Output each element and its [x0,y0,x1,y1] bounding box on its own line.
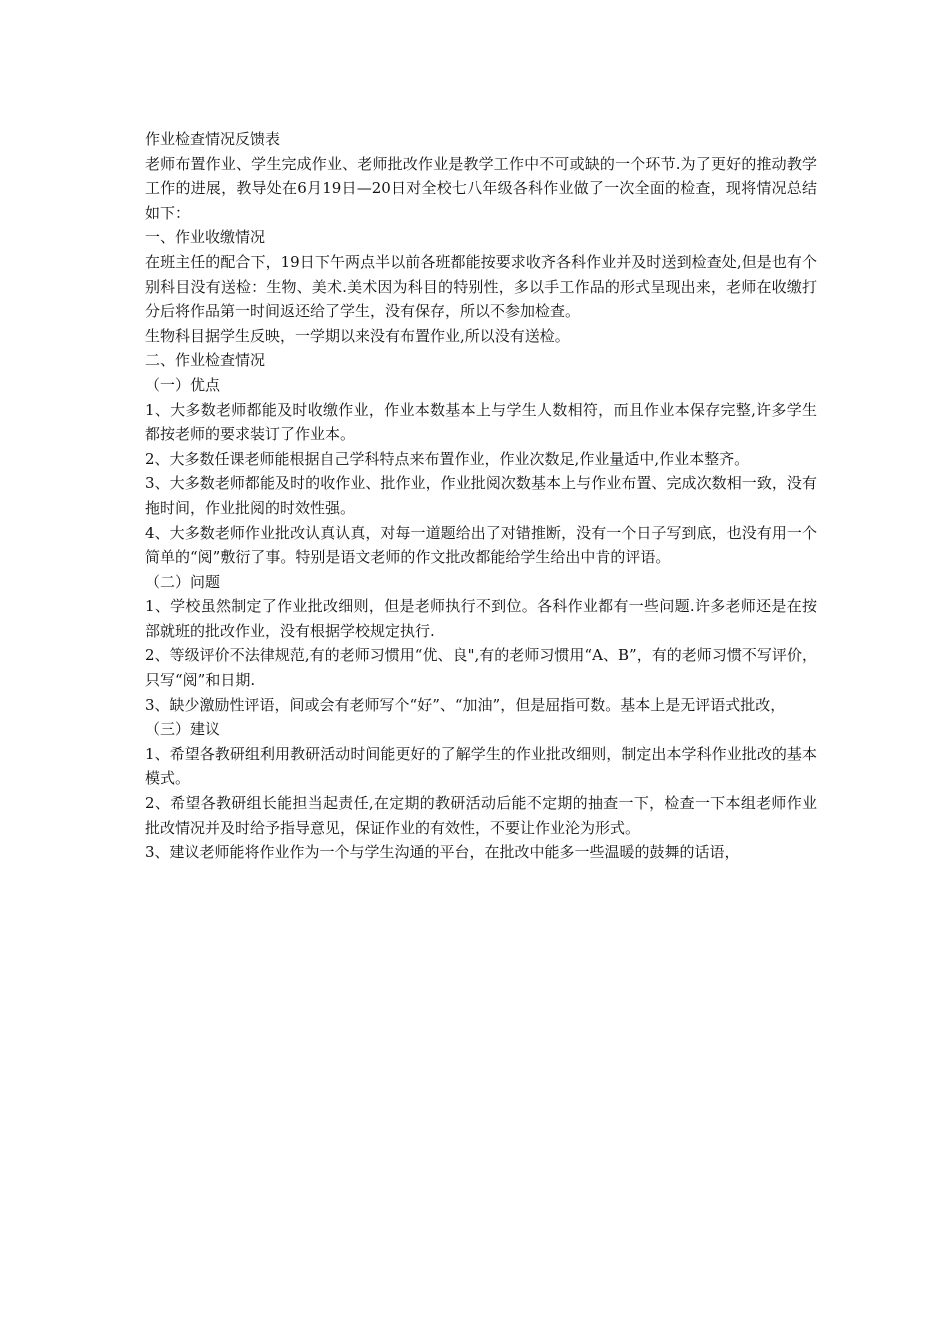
suggestion-item: 3、建议老师能将作业作为一个与学生沟通的平台，在批改中能多一些温暖的鼓舞的话语， [145,843,740,862]
problem-item: 1、学校虽然制定了作业批改细则，但是老师执行不到位。各科作业都有一些问题.许多老师还是在按部就班的批改作业，没有根据学校规定执行. [145,597,817,640]
problem-item: 3、缺少激励性评语，间或会有老师写个“好”、“加油”，但是屈指可数。基本上是无评语式批改， [145,695,786,714]
subheading-problems: （二）问题 [145,572,221,591]
problem-item: 2、等级评价不法律规范,有的老师习惯用“优、良",有的老师习惯用“A、B”，有的老师习惯不写评价，只写“阅”和日期. [145,646,817,690]
intro-paragraph: 老师布置作业、学生完成作业、老师批改作业是教学工作中不可或缺的一个环节.为了更好的推动教学工作的进展，教导处在6月19日—20日对全校七八年级各科作业做了一次全面的检查，现将情况总结如下： [145,154,817,222]
section-heading-collection: 一、作业收缴情况 [145,228,266,247]
subheading-suggestions: （三）建议 [145,720,221,739]
collection-paragraph: 在班主任的配合下，19日下午两点半以前各班都能按要求收齐各科作业并及时送到检查处,但是也有个别科目没有送检：生物、美术.美术因为科目的特别性，多以手工作品的形式呈现出来，老师在收缴打分后将作品第一时间返还给了学生，没有保存，所以不参加检查。 [145,252,817,321]
collection-paragraph: 生物科目据学生反映，一学期以来没有布置作业,所以没有送检。 [145,326,570,345]
document-title: 作业检查情况反馈表 [145,130,281,148]
strength-item: 1、大多数老师都能及时收缴作业，作业本数基本上与学生人数相符，而且作业本保存完整,许多学生都按老师的要求装订了作业本。 [145,400,817,444]
document-body [145,127,817,865]
suggestion-item: 1、希望各教研组利用教研活动时间能更好的了解学生的作业批改细则，制定出本学科作业批改的基本模式。 [145,744,817,788]
section-heading-inspection: 二、作业检查情况 [145,351,266,370]
strength-item: 2、大多数任课老师能根据自己学科特点来布置作业，作业次数足,作业量适中,作业本整齐。 [145,449,750,468]
subheading-strengths: （一）优点 [145,375,221,394]
strength-item: 3、大多数老师都能及时的收作业、批作业，作业批阅次数基本上与作业布置、完成次数相一致，没有拖时间，作业批阅的时效性强。 [145,474,817,517]
suggestion-item: 2、希望各教研组长能担当起责任,在定期的教研活动后能不定期的抽查一下，检查一下本组老师作业批改情况并及时给予指导意见，保证作业的有效性，不要让作业沦为形式。 [145,794,817,837]
strength-item: 4、大多数老师作业批改认真认真，对每一道题给出了对错推断，没有一个日子写到底，也没有用一个简单的“阅”敷衍了事。特别是语文老师的作文批改都能给学生给出中肯的评语。 [145,523,817,567]
